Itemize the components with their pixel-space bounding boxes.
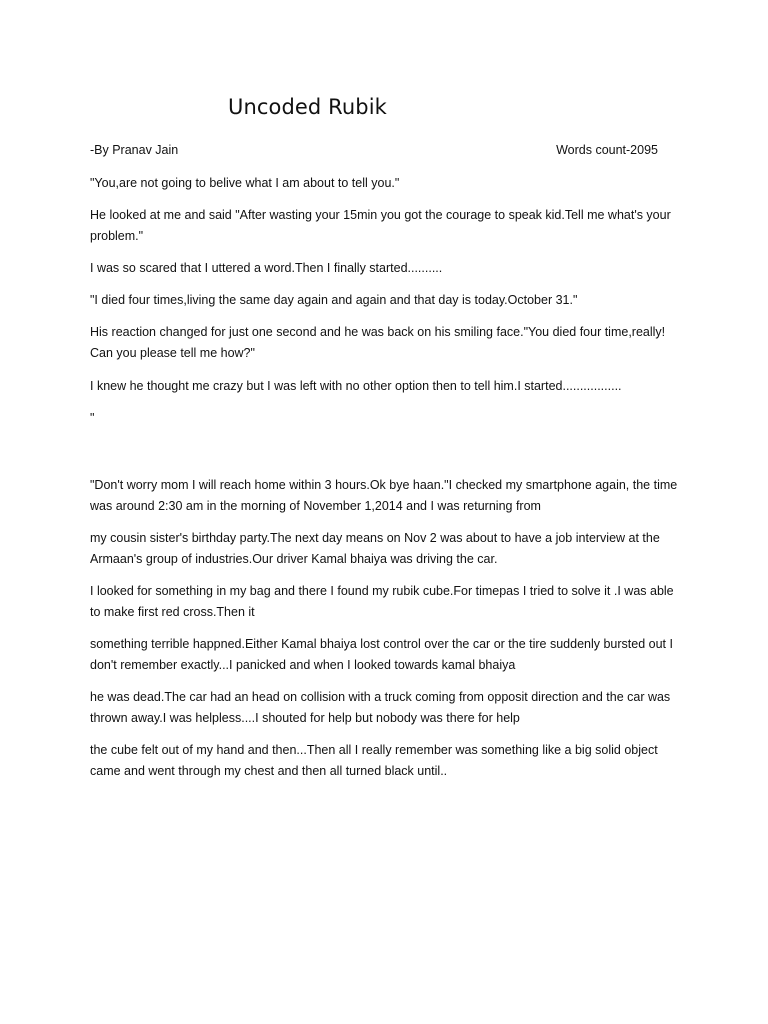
byline-row xyxy=(90,143,658,157)
paragraph: His reaction changed for just one second and he was back on his smiling face."You died four time,really! Can you please tell me how?" xyxy=(90,325,666,360)
paragraph: my cousin sister's birthday party.The next day means on Nov 2 was about to have a job interview at the Armaan's group of industries.Our driver Kamal bhaiya was driving the car. xyxy=(90,531,660,566)
author-line: -By Pranav Jain xyxy=(90,143,179,157)
paragraph: " xyxy=(90,411,95,425)
paragraph: "Don't worry mom I will reach home within 3 hours.Ok bye haan."I checked my smartphone again, the time was around 2:30 am in the morning of November 1,2014 and I was returning from xyxy=(90,478,678,513)
word-count: Words count-2095 xyxy=(556,143,658,157)
paragraph: I looked for something in my bag and there I found my rubik cube.For timepas I tried to solve it .I was able to make first red cross.Then it xyxy=(90,584,674,619)
paragraph: something terrible happned.Either Kamal bhaiya lost control over the car or the tire suddenly bursted out I don't remember exactly...I panicked and when I looked towards kamal bhaiya xyxy=(90,637,673,672)
paragraph: "I died four times,living the same day again and again and that day is today.October 31." xyxy=(90,293,578,307)
paragraph: the cube felt out of my hand and then...Then all I really remember was something like a big solid object came and went through my chest and then all turned black until.. xyxy=(90,743,658,778)
paragraph: "You,are not going to belive what I am about to tell you." xyxy=(90,176,400,190)
paragraph: I knew he thought me crazy but I was left with no other option then to tell him.I started................. xyxy=(90,379,622,393)
paragraph: He looked at me and said "After wasting your 15min you got the courage to speak kid.Tell me what's your problem." xyxy=(90,208,671,243)
document-title: Uncoded Rubik xyxy=(228,95,387,119)
paragraph: I was so scared that I uttered a word.Then I finally started.......... xyxy=(90,261,443,275)
paragraph: he was dead.The car had an head on collision with a truck coming from opposit direction and the car was thrown away.I was helpless....I shouted for help but nobody was there for help xyxy=(90,690,671,725)
